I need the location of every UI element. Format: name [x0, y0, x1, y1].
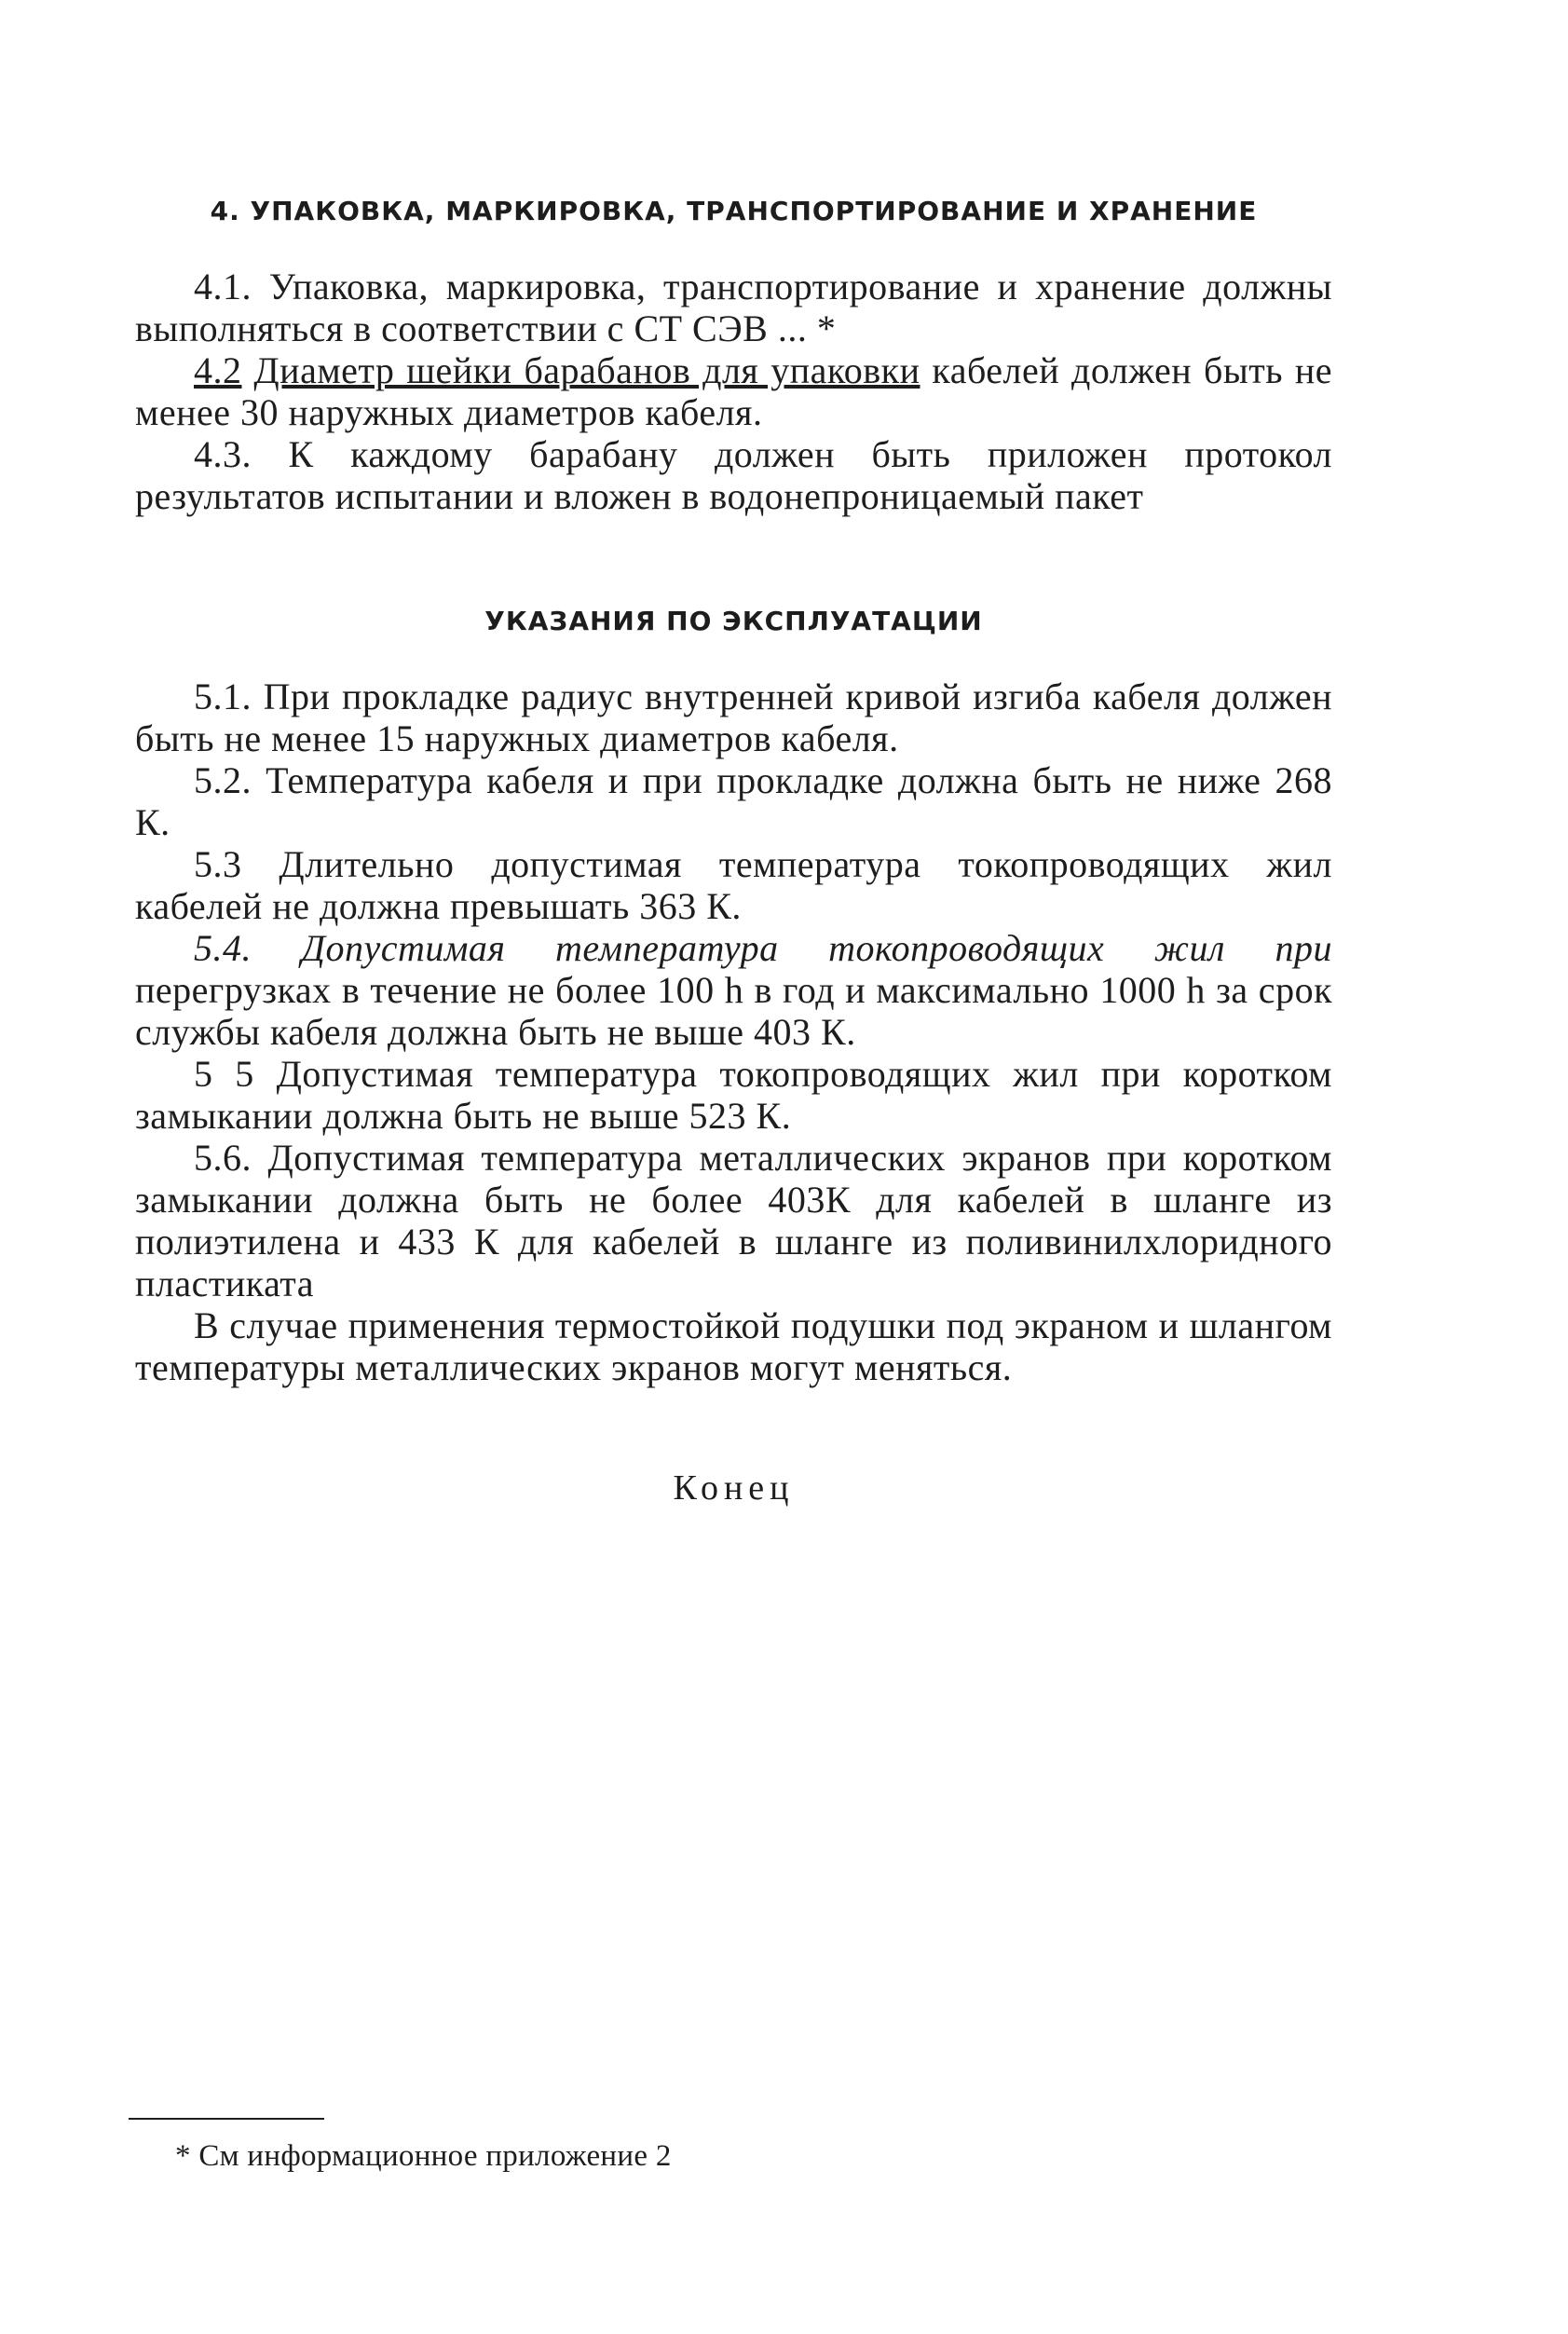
footnote-divider — [129, 2118, 324, 2120]
item-5-6: 5.6. Допустимая температура металлических экранов при коротком замыкании должна быть не более 403К для кабелей в шланге из полиэтилена и 433 К для кабелей в шланге из поливинилхлоридного пластиката — [135, 1137, 1332, 1304]
item-5-5: 5 5 Допустимая температура токопроводящих жил при коротком замыкании должна быть не выше 523 К. — [135, 1053, 1332, 1137]
item-4-2 — [135, 349, 1332, 433]
item-5-3: 5.3 Длительно допустимая температура токопроводящих жил кабелей не должна превышать 363 К. — [135, 843, 1332, 927]
item-5-4-text: перегрузках в течение не более 100 h в год и максимально 1000 h за срок службы кабеля должна быть не выше 403 К. — [135, 969, 1332, 1053]
item-4-2-underlined-text: Диаметр шейки барабанов для упаковки — [253, 349, 920, 391]
item-5-4 — [135, 927, 1332, 1053]
item-4-2-text: кабелей должен быть не менее 30 наружных диаметров кабеля. — [135, 349, 1333, 433]
item-5-2: 5.2. Температура кабеля и при прокладке должна быть не ниже 268 К. — [135, 759, 1332, 843]
item-5-4-italic-text: 5.4. Допустимая температура токопроводящих жил при — [194, 927, 1332, 969]
item-5-note: В случае применения термостойкой подушки под экраном и шлангом температуры металлических экранов могут меняться. — [135, 1304, 1332, 1388]
section-4-heading: 4. УПАКОВКА, МАРКИРОВКА, ТРАНСПОРТИРОВАНИЕ И ХРАНЕНИЕ — [210, 196, 1258, 226]
footnote: * См информационное приложение 2 — [175, 2139, 672, 2173]
item-4-1: 4.1. Упаковка, маркировка, транспортирование и хранение должны выполняться в соответствии с СТ СЭВ ... * — [135, 266, 1332, 349]
item-4-2-number: 4.2 — [194, 349, 242, 391]
section-5-heading: УКАЗАНИЯ ПО ЭКСПЛУАТАЦИИ — [484, 606, 983, 636]
item-5-1: 5.1. При прокладке радиус внутренней кривой изгиба кабеля должен быть не менее 15 наружных диаметров кабеля. — [135, 676, 1332, 759]
document-end-marker: Конец — [673, 1468, 795, 1508]
item-4-3: 4.3. К каждому барабану должен быть приложен протокол результатов испытании и вложен в водонепроницаемый пакет — [135, 433, 1332, 517]
